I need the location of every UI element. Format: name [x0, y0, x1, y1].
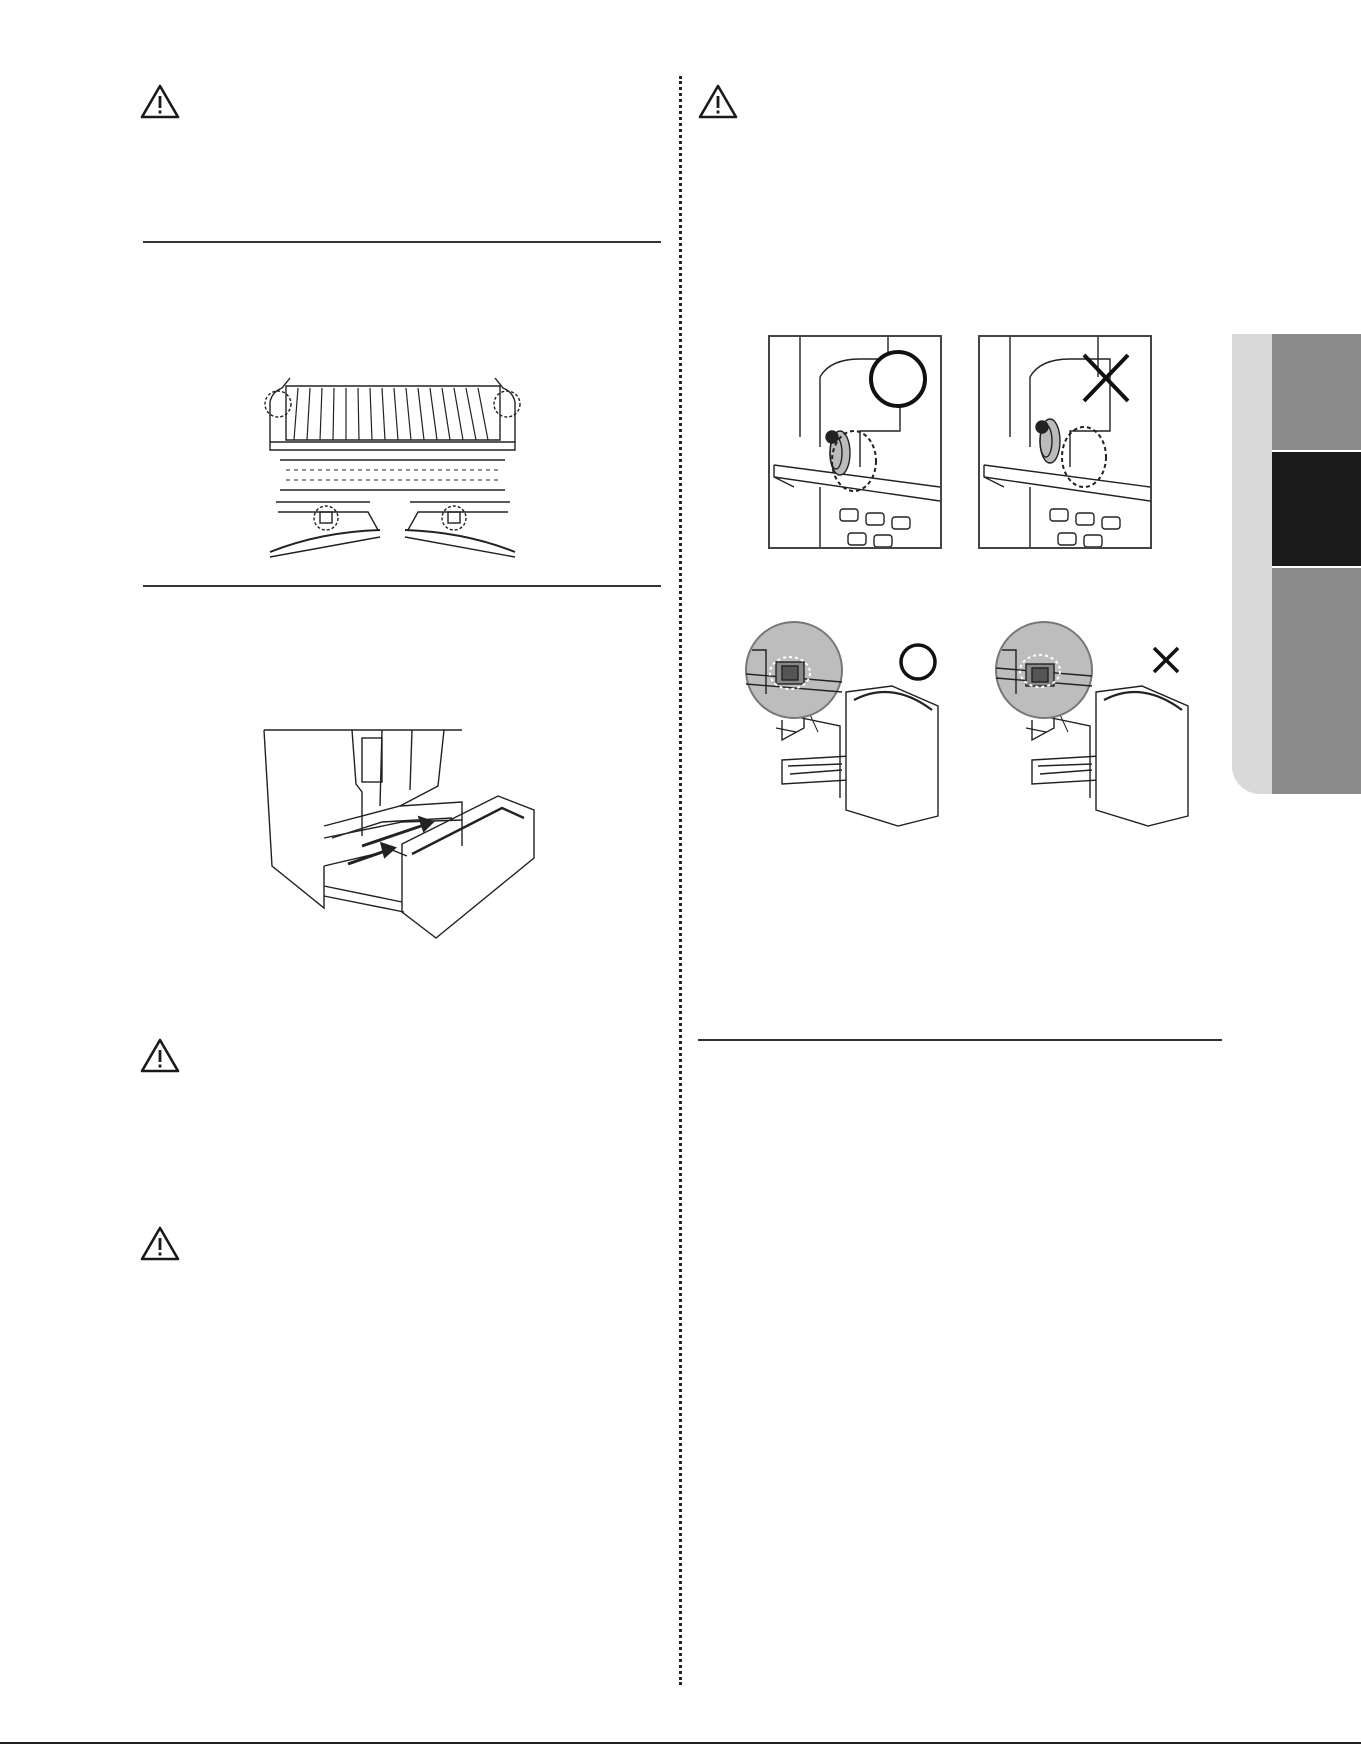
side-tab-current-section: [1272, 452, 1361, 566]
drawer-correct-illustration: [742, 620, 947, 830]
column-divider: [679, 76, 682, 1685]
roller-correct-panel: [768, 335, 942, 549]
circle-o-icon: [901, 645, 935, 679]
circle-o-icon: [871, 352, 925, 406]
warning-icon: [140, 1226, 180, 1262]
chapter-side-tab: [1232, 334, 1361, 794]
side-tab-section: [1272, 568, 1361, 794]
side-tab-section: [1272, 334, 1361, 450]
section-rule: [143, 241, 661, 243]
section-rule: [143, 585, 661, 587]
warning-icon: [698, 84, 738, 120]
warning-icon: [140, 1038, 180, 1074]
drawer-illustration: [262, 726, 537, 948]
shelf-illustration: [260, 352, 525, 562]
cross-x-icon: [1084, 355, 1128, 401]
footer-rule: [0, 1742, 1361, 1744]
roller-incorrect-panel: [978, 335, 1152, 549]
side-tab-light-strip: [1232, 334, 1272, 794]
section-rule: [698, 1039, 1222, 1041]
cross-x-icon: [1154, 648, 1178, 672]
drawer-incorrect-illustration: [992, 620, 1197, 830]
warning-icon: [140, 84, 180, 120]
